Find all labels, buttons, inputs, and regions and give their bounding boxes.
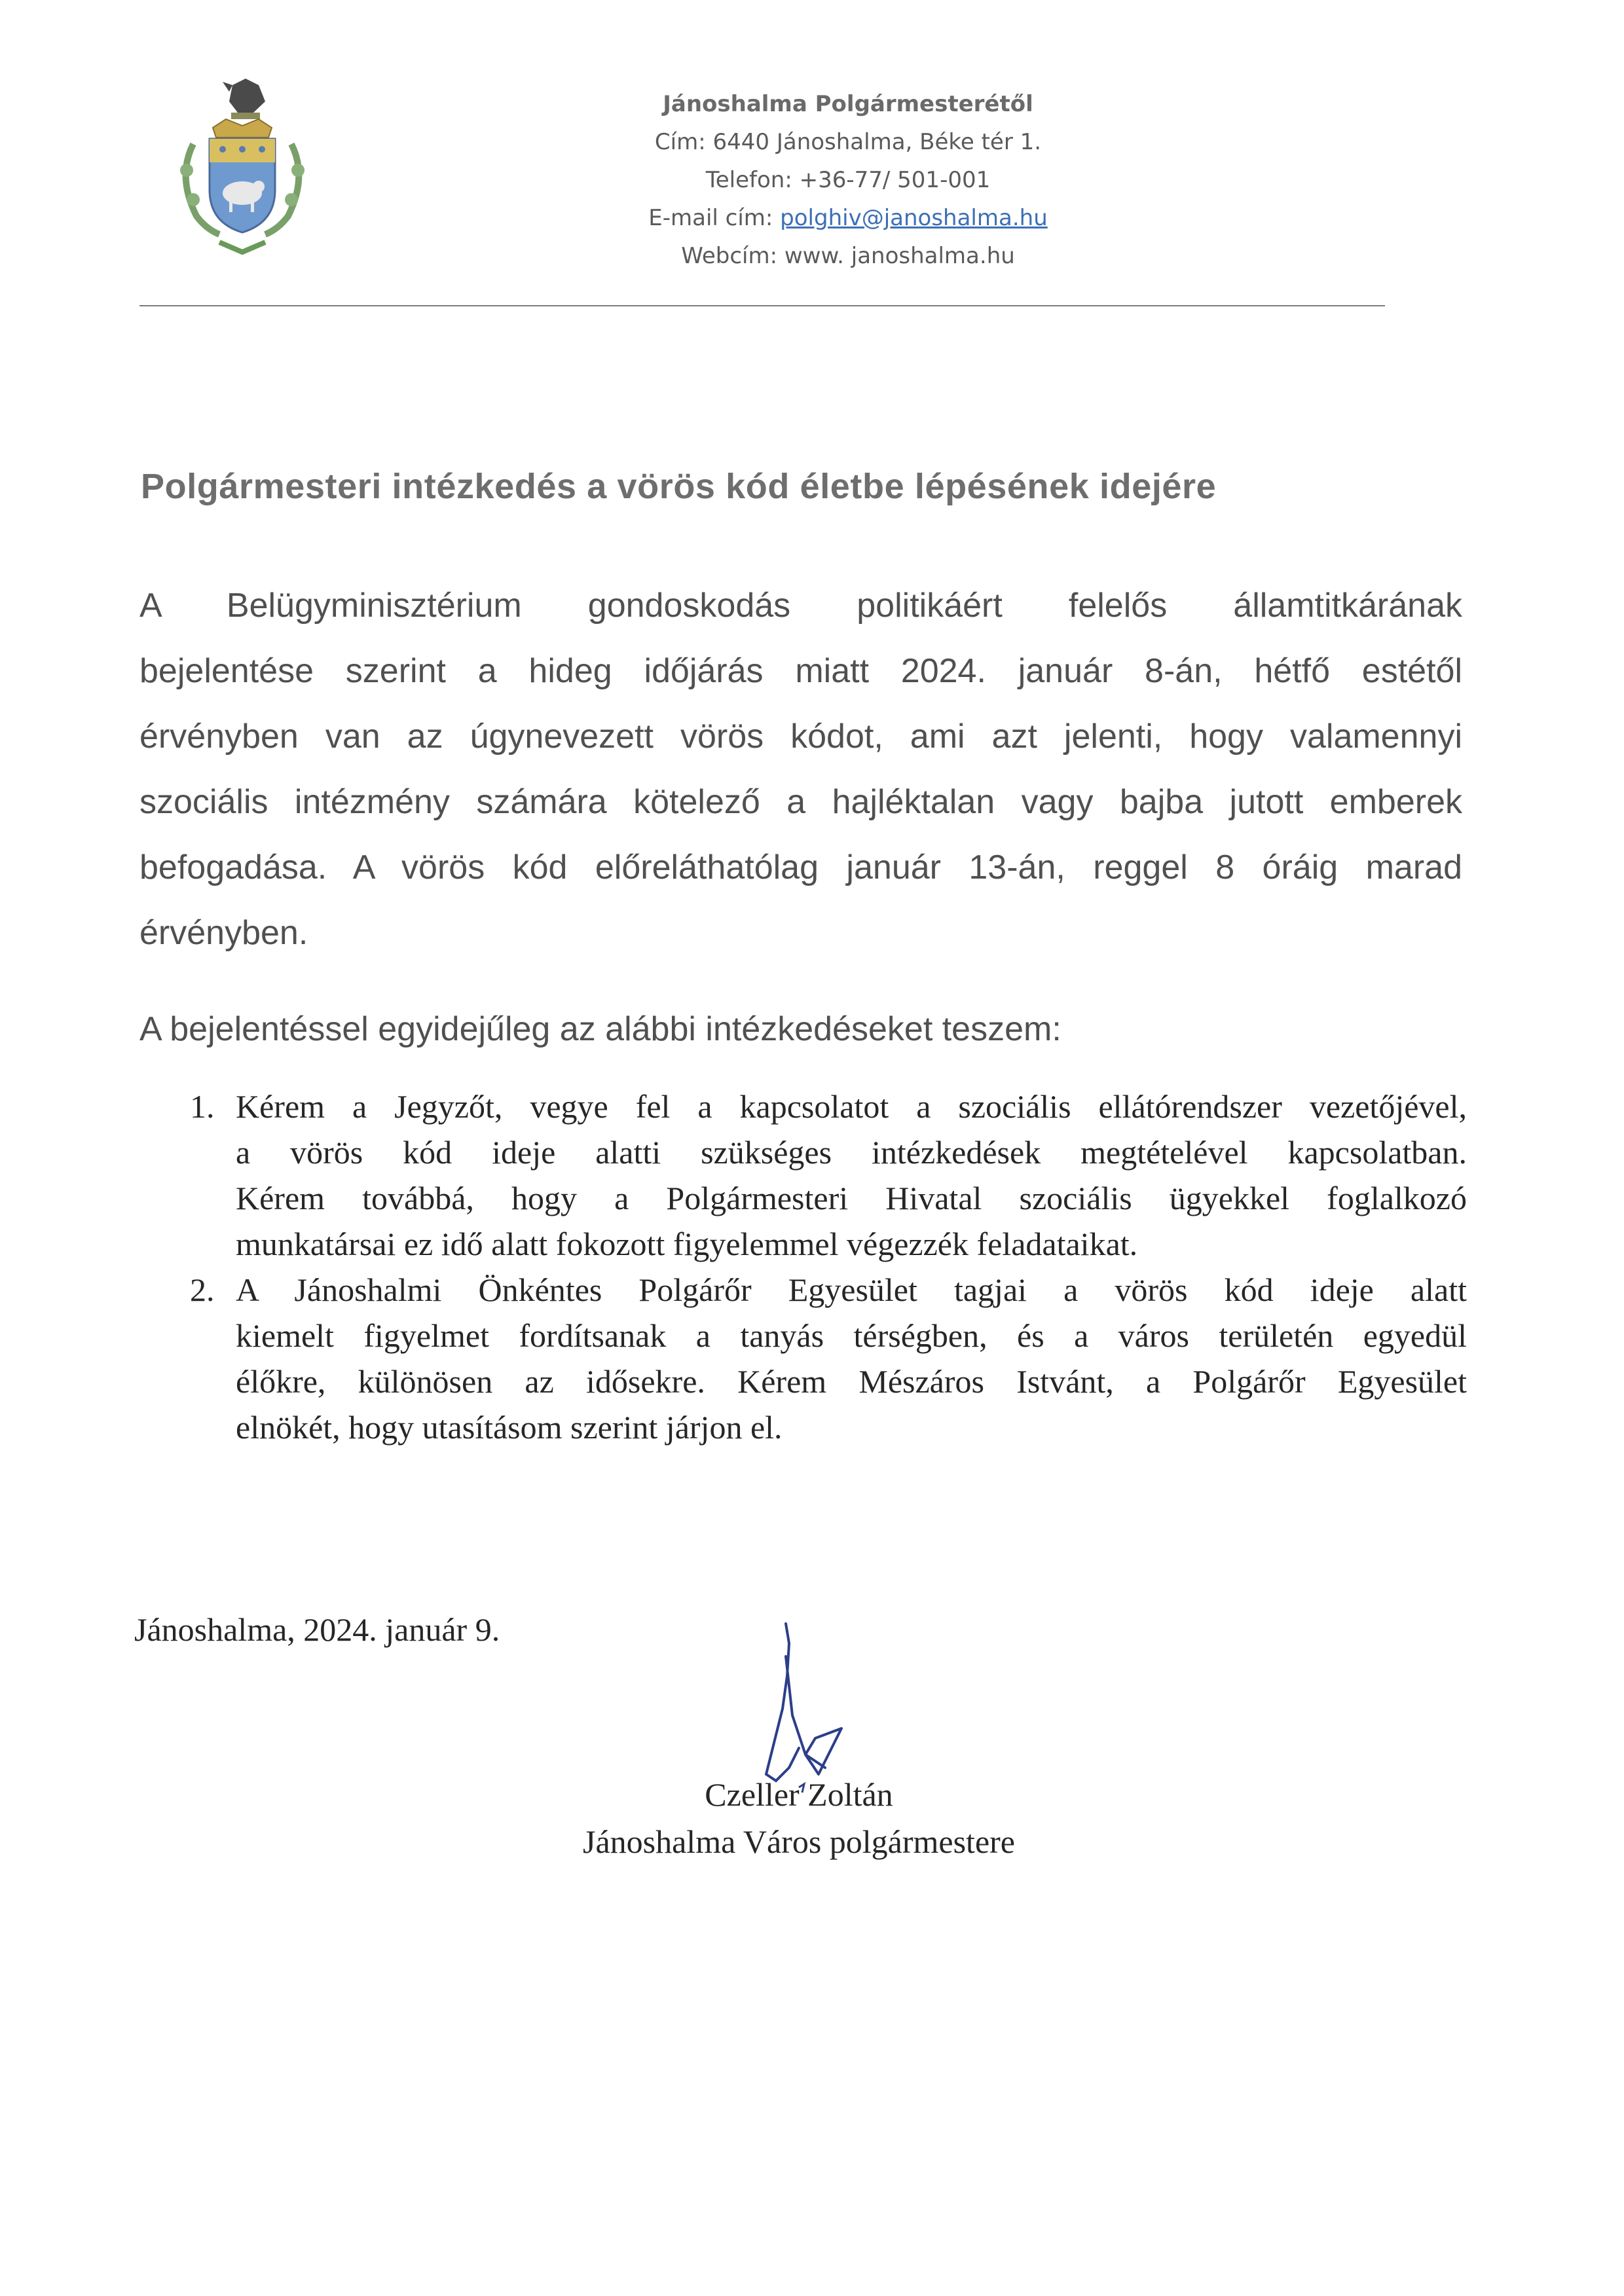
letterhead [570,85,1126,275]
list-item-line: Kérem a Jegyzőt, vegye fel a kapcsolatot a szociális ellátórendszer vezetőjével, [236,1088,1467,1125]
list-item-number: 1. [190,1088,215,1125]
signer-name: Czeller Zoltán [705,1776,893,1813]
paragraph-line: bejelentése szerint a hideg időjárás miatt 2024. január 8-án, hétfő estétől [139,652,1462,690]
measures-list [190,1084,1467,1450]
signer-title: Jánoshalma Város polgármestere [583,1823,1015,1860]
letterhead-phone: Telefon: +36-77/ 501-001 [705,167,991,193]
date-line: Jánoshalma, 2024. január 9. [134,1611,500,1648]
letterhead-email-label: E-mail cím: [648,205,781,231]
letterhead-web: Webcím: www. janoshalma.hu [681,243,1015,269]
list-item-line: Kérem továbbá, hogy a Polgármesteri Hivatal szociális ügyekkel foglalkozó [236,1180,1467,1216]
list-item-line: A Jánoshalmi Önkéntes Polgárőr Egyesület tagjai a vörös kód ideje alatt [236,1271,1467,1308]
letterhead-email-row [570,199,1126,237]
letterhead-title: Jánoshalma Polgármesterétől [663,91,1033,117]
measures-intro: A bejelentéssel egyidejűleg az alábbi intézkedéseket teszem: [139,1010,1061,1048]
paragraph-line: szociális intézmény számára kötelező a hajléktalan vagy bajba jutott emberek [139,783,1462,821]
list-item-line: a vörös kód ideje alatti szükséges intézkedések megtételével kapcsolatban. [236,1134,1467,1171]
email-link[interactable]: polghiv@janoshalma.hu [780,205,1048,231]
paragraph-line: érvényben van az úgynevezett vörös kódot, ami azt jelenti, hogy valamennyi [139,718,1462,756]
letterhead-address: Cím: 6440 Jánoshalma, Béke tér 1. [654,129,1042,155]
document-heading: Polgármesteri intézkedés a vörös kód életbe lépésének idejére [141,467,1217,506]
paragraph-line: A Belügyminisztérium gondoskodás politikáért felelős államtitkárának [139,587,1462,625]
list-item [190,1084,1467,1267]
signature-block [537,1771,1061,1865]
list-item-line: kiemelt figyelmet fordítsanak a tanyás térségben, és a város területén egyedül [236,1317,1467,1354]
letterhead-divider [139,305,1385,306]
list-item-number: 2. [190,1271,215,1308]
list-item-line: élőkre, különösen az idősekre. Kérem Mészáros Istvánt, a Polgárőr Egyesület [236,1363,1467,1400]
paragraph-line: érvényben. [139,914,308,952]
announcement-paragraph [139,573,1462,966]
list-item [190,1267,1467,1450]
list-item-line: elnökét, hogy utasításom szerint járjon el. [236,1409,783,1446]
coat-of-arms-icon [167,65,318,255]
paragraph-line: befogadása. A vörös kód előreláthatólag január 13-án, reggel 8 óráig marad [139,848,1462,886]
list-item-line: munkatársai ez idő alatt fokozott figyelemmel végezzék feladataikat. [236,1226,1138,1262]
